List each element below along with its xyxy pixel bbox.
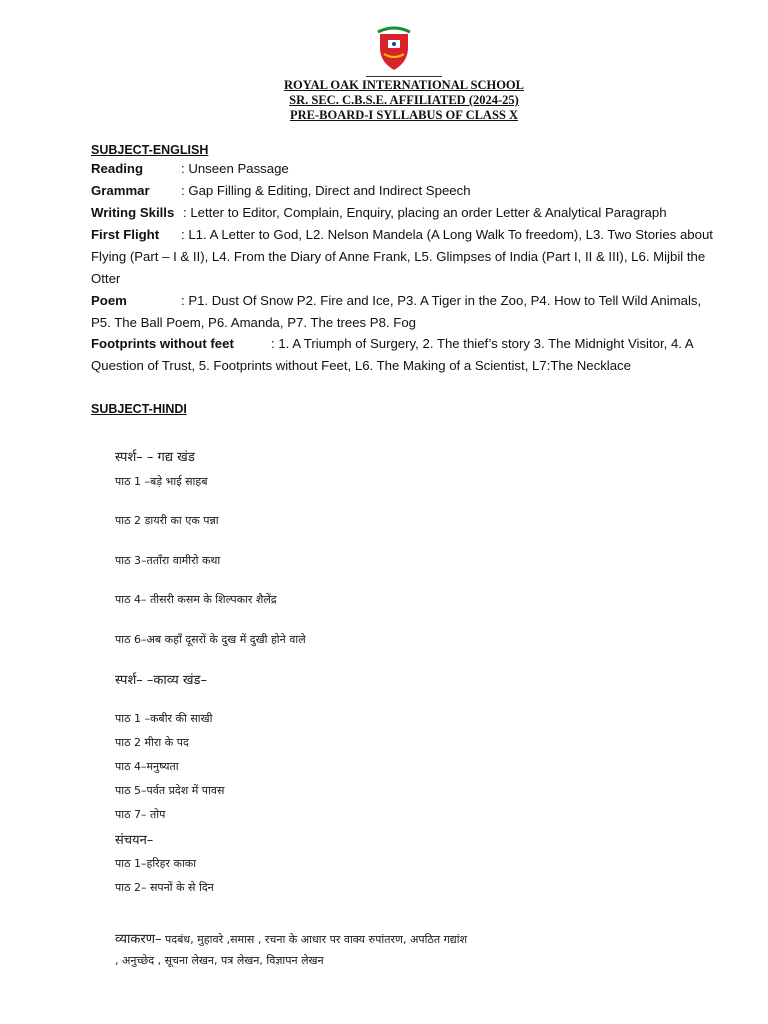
- document-header: [0, 78, 768, 123]
- affiliation-line: SR. SEC. C.B.S.E. AFFILIATED (2024-25): [289, 93, 519, 107]
- sanchayan-item: पाठ 2– सपनों के से दिन: [115, 881, 214, 894]
- reading-row: [91, 158, 731, 180]
- writing-skills-value: : Letter to Editor, Complain, Enquiry, placing an order Letter & Analytical Paragraph: [183, 205, 667, 220]
- footprints-value: : 1. A Triumph of Surgery, 2. The thief’s story 3. The Midnight Visitor, 4. A Question of Trust, 5. Footprints without Feet, L6. The Making of a Scientist, L7:The Necklace: [91, 336, 693, 373]
- sparsh-kavya-heading: स्पर्श– –काव्य खंड–: [115, 673, 207, 688]
- reading-label: Reading: [91, 161, 144, 176]
- gadya-item: पाठ 6–अब कहाँ दूसरों के दुख में दुखी होने वाले: [115, 633, 306, 646]
- gadya-item: पाठ 2 डायरी का एक पन्ना: [115, 514, 219, 527]
- kavya-item: पाठ 2 मीरा के पद: [115, 736, 189, 749]
- sanchayan-item: पाठ 1–हरिहर काका: [115, 857, 197, 870]
- kavya-item: पाठ 4–मनुष्यता: [115, 760, 179, 773]
- grammar-label: Grammar: [91, 183, 150, 198]
- kavya-item: पाठ 7– तोप: [115, 808, 166, 821]
- gadya-item: पाठ 1 –बड़े भाई साहब: [115, 475, 208, 488]
- english-section-title: SUBJECT-ENGLISH: [91, 143, 209, 157]
- kavya-item: पाठ 5–पर्वत प्रदेश में पावस: [115, 784, 225, 797]
- vyakaran-line: [115, 929, 467, 947]
- gadya-item: पाठ 3–तताँरा वामीरो कथा: [115, 554, 221, 567]
- vyakaran-label: व्याकरण–: [115, 932, 162, 947]
- kavya-item: पाठ 1 –कबीर की साखी: [115, 712, 213, 725]
- poem-row: [91, 290, 721, 334]
- sanchayan-heading: संचयन–: [115, 833, 154, 848]
- syllabus-title: PRE-BOARD-I SYLLABUS OF CLASS X: [289, 108, 519, 122]
- first-flight-label: First Flight: [91, 227, 160, 242]
- school-name: ROYAL OAK INTERNATIONAL SCHOOL: [284, 78, 524, 92]
- vyakaran-topics: पदबंध, मुहावरे ,समास , रचना के आधार पर वाक्य रुपांतरण, अपठित गद्यांश: [161, 933, 468, 946]
- gadya-item: पाठ 4– तीसरी कसम के शिल्पकार शैलेंद्र: [115, 593, 277, 606]
- footprints-row: [91, 333, 721, 377]
- school-crest-logo: [376, 26, 412, 72]
- vyakaran-line-2: , अनुच्छेद , सूचना लेखन, पत्र लेखन, विज्ञापन लेखन: [115, 954, 324, 967]
- poem-value: : P1. Dust Of Snow P2. Fire and Ice, P3. A Tiger in the Zoo, P4. How to Tell Wild Animals, P5. The Ball Poem, P6. Amanda, P7. The trees P8. Fog: [91, 293, 702, 330]
- grammar-value: : Gap Filling & Editing, Direct and Indirect Speech: [181, 183, 471, 198]
- writing-skills-row: [91, 202, 731, 224]
- hindi-section-title: SUBJECT-HINDI: [91, 402, 187, 416]
- sparsh-gadya-heading: स्पर्श– – गद्य खंड: [115, 450, 195, 465]
- first-flight-row: [91, 224, 721, 290]
- reading-value: : Unseen Passage: [181, 161, 289, 176]
- footprints-label: Footprints without feet: [91, 336, 234, 351]
- first-flight-value: : L1. A Letter to God, L2. Nelson Mandela (A Long Walk To freedom), L3. Two Stories about Flying (Part – I & II), L4. From the Diary of Anne Frank, L5. Glimpses of India (Part I, II & III), L6. Mijbil the Otter: [91, 227, 713, 286]
- logo-underline: [366, 76, 442, 77]
- poem-label: Poem: [91, 293, 127, 308]
- grammar-row: [91, 180, 731, 202]
- writing-skills-label: Writing Skills: [91, 205, 175, 220]
